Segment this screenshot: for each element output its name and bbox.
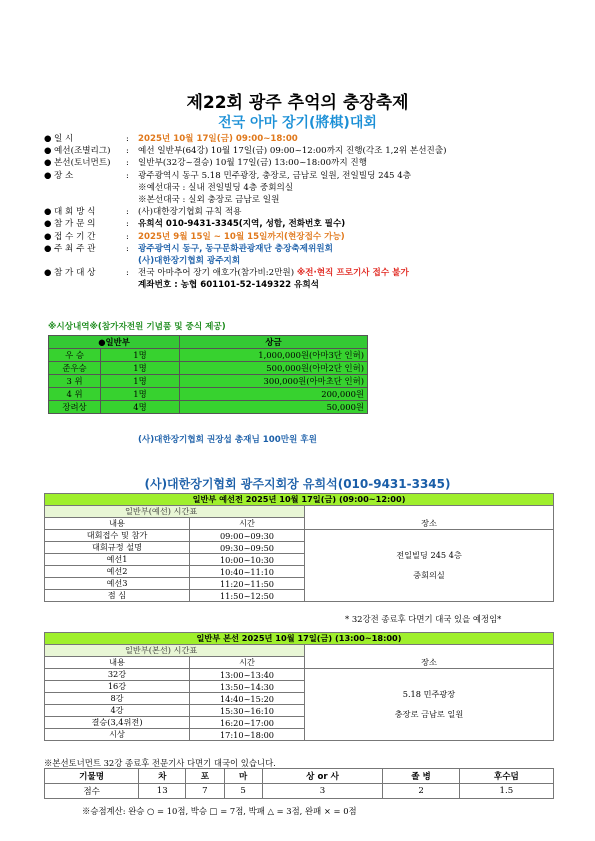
info-row [44,206,564,218]
prelim-time: 10:00~10:30 [190,554,305,566]
score-value: 7 [186,784,224,799]
prelim-content: 예선3 [45,578,190,590]
bullet-icon: ● [44,158,52,169]
score-header: 마 [224,769,262,784]
main-col-content: 내용 [45,657,190,669]
prelim-time: 11:50~12:50 [190,590,305,602]
score-value: 13 [139,784,186,799]
info-separator: : [126,146,129,157]
prelim-place [305,530,554,602]
info-value [138,206,564,218]
prize-rank: 3 위 [49,375,101,388]
main-time: 14:40~15:20 [190,693,305,705]
prize-amount: 500,000원(아마2단 인허) [180,362,368,375]
info-value [138,194,564,206]
info-separator: : [126,219,129,230]
scoring-note: ※승점계산: 완승 ○ = 10점, 박승 □ = 7점, 박패 △ = 3점, 완패 × = 0점 [82,806,357,816]
info-value-part: (현장접수 가능) [284,231,345,242]
prize-rank: 준우승 [49,362,101,375]
info-value-part: 전국 아마추어 장기 애호가(참가비:2만원) [138,268,297,279]
main-time: 16:20~17:00 [190,717,305,729]
score-header: 포 [186,769,224,784]
info-label: 장 소 [54,170,74,181]
info-value [138,170,564,182]
prelim-content: 대회규정 설명 [45,542,190,554]
main-column-row [45,657,554,669]
info-label [54,279,126,291]
main-place-line: 충장로 금남로 일원 [394,708,464,719]
info-value-part: 광주광역시 동구 5.18 민주광장, 충장로, 금남로 일원, 전일빌딩 245 4층 [138,170,412,181]
bullet-icon: ● [44,268,52,279]
info-row [44,133,564,145]
info-row [44,170,564,182]
prelim-row [45,530,554,542]
info-value [138,255,564,267]
info-value-part: (사)대한장기협회 광주지회 [138,255,241,266]
bullet-icon: ● [44,170,52,181]
bullet-icon: ● [44,219,52,230]
organizer-contact: (사)대한장기협회 광주지회장 유희석(010-9431-3345) [144,477,451,491]
prize-amount: 200,000원 [180,388,368,401]
prize-heading: ※시상내역※(참가자전원 기념품 및 중식 제공) [48,322,226,332]
prize-amount: 50,000원 [180,401,368,414]
info-separator: : [126,158,129,169]
score-header: 졸 병 [383,769,459,784]
info-separator [126,182,138,194]
score-value: 2 [383,784,459,799]
info-separator [126,255,138,267]
page-subtitle: 전국 아마 장기(將棋)대회 [218,115,377,131]
info-value [138,145,564,157]
score-value: 3 [262,784,383,799]
info-label: 참 가 대 상 [54,268,96,279]
prelim-col-time: 시간 [190,518,305,530]
info-separator: : [126,207,129,218]
info-label: 참 가 문 의 [54,219,96,230]
prize-header-row [49,336,368,349]
score-header: 기물명 [45,769,139,784]
bullet-icon: ● [44,146,52,157]
bullet-icon [44,194,54,206]
prize-count: 1명 [101,375,180,388]
main-time: 17:10~18:00 [190,729,305,741]
prelim-header-row [45,494,554,506]
prize-row [49,349,368,362]
info-label: 접 수 기 간 [54,231,96,242]
info-row [44,182,564,194]
prelim-time: 09:30~09:50 [190,542,305,554]
score-value-row [45,784,554,799]
bullet-icon: ● [44,134,52,144]
main-content: 4강 [45,705,190,717]
score-value: 점수 [45,784,139,799]
prize-count: 4명 [101,401,180,414]
score-header: 상 or 사 [262,769,383,784]
prelim-place-line: 전일빌딩 245 4층 [396,549,462,560]
info-separator: : [126,134,129,144]
prelim-header: 일반부 예선전 2025년 10월 17일(금) (09:00~12:00) [45,494,554,506]
info-row [44,243,564,255]
main-col-time: 시간 [190,657,305,669]
prelim-col-place: 장소 [305,518,554,530]
prize-row [49,388,368,401]
info-separator [126,194,138,206]
prelim-content: 점 심 [45,590,190,602]
main-content: 결승(3,4위전) [45,717,190,729]
main-time: 15:30~16:10 [190,705,305,717]
prize-count: 1명 [101,362,180,375]
prize-table [48,335,368,414]
prelim-place-line: 중회의실 [413,569,445,580]
prelim-content: 예선1 [45,554,190,566]
prize-rank: 장려상 [49,401,101,414]
main-time: 13:00~13:40 [190,669,305,681]
piece-score-table [44,768,554,799]
info-row [44,157,564,169]
info-value-part: 계좌번호 : 농협 601101-52-149322 유희석 [138,280,319,291]
main-header: 일반부 본선 2025년 10월 17일(금) (13:00~18:00) [45,633,554,645]
main-content: 시상 [45,729,190,741]
prelim-time: 11:20~11:50 [190,578,305,590]
sponsor-note: (사)대한장기협회 권장섭 총재님 100만원 후원 [138,435,317,445]
info-row [44,194,564,206]
bullet-icon: ● [44,243,52,254]
info-row [44,255,564,267]
simul-note: * 32강전 종료후 다면기 대국 있을 예정임* [345,614,502,624]
info-label: 대 회 방 식 [54,207,96,218]
pro-simul-note: ※본선토너먼트 32강 종료후 전문기사 다면기 대국이 있습니다. [44,758,276,768]
info-value-part: (사)대한장기협회 규칙 적용 [138,207,242,218]
page-title: 제22회 광주 추억의 충장축제 [186,93,409,113]
info-row [44,279,564,291]
info-separator: : [126,268,129,279]
prize-count: 1명 [101,349,180,362]
prize-rank: 4 위 [49,388,101,401]
info-label [54,194,126,206]
info-value [138,133,564,145]
score-header-row [45,769,554,784]
bullet-icon [44,279,54,291]
info-value [138,182,564,194]
bullet-icon [44,182,54,194]
info-separator: : [126,170,129,181]
info-label [54,182,126,194]
prelim-subheader-row [45,506,554,518]
info-value-part: 예선 일반부(64강) 10월 17일(금) 09:00~12:00까지 진행(각조 1,2위 본선진출) [138,146,447,157]
prelim-time: 10:40~11:10 [190,566,305,578]
main-subheader-row [45,645,554,657]
main-place [305,669,554,741]
prelim-column-row [45,518,554,530]
prize-row [49,362,368,375]
info-value [138,157,564,169]
info-value-part: 2025년 9월 15일 ~ 10월 15일까지 [138,231,285,242]
main-row [45,669,554,681]
info-label: 본선(토너먼트) [54,158,111,169]
info-label: 일 시 [54,134,74,144]
info-row [44,145,564,157]
info-value [138,218,564,230]
info-value [138,279,564,291]
prize-header-division: ●일반부 [49,336,180,349]
prelim-time: 09:00~09:30 [190,530,305,542]
info-separator: : [126,243,129,254]
main-col-place: 장소 [305,657,554,669]
main-content: 8강 [45,693,190,705]
info-row [44,218,564,230]
info-label: 주 최 주 관 [54,243,96,254]
prize-count: 1명 [101,388,180,401]
info-value-part: ※본선대국 : 실외 충장로 금남로 일원 [138,194,280,205]
score-value: 1.5 [459,784,553,799]
bullet-icon [44,255,54,267]
info-value [138,243,564,255]
event-info-list [44,133,564,291]
info-value [138,267,564,279]
prelim-subheader: 일반부(예선) 시간표 [45,506,305,518]
prize-row [49,375,368,388]
info-label [54,255,126,267]
info-value-part: 2025년 10월 17일(금) 09:00~18:00 [138,134,298,144]
info-value-part: ※예선대국 : 실내 전일빌딩 4층 중회의실 [138,182,294,193]
score-value: 5 [224,784,262,799]
prelim-content: 예선2 [45,566,190,578]
main-time: 13:50~14:30 [190,681,305,693]
info-value [138,231,564,243]
info-row [44,267,564,279]
bullet-icon: ● [44,207,52,218]
prelim-content: 대회접수 및 참가 [45,530,190,542]
info-value-part: ※전·현직 프로기사 접수 불가 [296,268,409,279]
bullet-icon: ● [44,231,52,242]
prelim-schedule-table [44,493,554,602]
main-header-row [45,633,554,645]
prelim-col-content: 내용 [45,518,190,530]
prize-header-amount: 상금 [180,336,368,349]
info-separator [126,279,138,291]
prize-row [49,401,368,414]
main-subheader: 일반부(본선) 시간표 [45,645,305,657]
info-row [44,231,564,243]
main-subheader-blank [305,645,554,657]
prize-amount: 300,000원(아마초단 인허) [180,375,368,388]
info-value-part: 광주광역시 동구, 동구문화관광재단 충장축제위원회 [138,243,333,254]
info-label: 예선(조별리그) [54,146,111,157]
main-content: 16강 [45,681,190,693]
prize-rank: 우 승 [49,349,101,362]
main-content: 32강 [45,669,190,681]
score-header: 후수덤 [459,769,553,784]
info-separator: : [126,231,129,242]
info-value-part: 유희석 010-9431-3345(지역, 성함, 전화번호 필수) [138,219,346,230]
main-schedule-table [44,632,554,741]
info-value-part: 일반부(32강~결승) 10월 17일(금) 13:00~18:00까지 진행 [138,158,367,169]
prize-amount: 1,000,000원(아마3단 인허) [180,349,368,362]
prelim-subheader-blank [305,506,554,518]
main-place-line: 5.18 민주광장 [402,688,456,699]
score-header: 차 [139,769,186,784]
